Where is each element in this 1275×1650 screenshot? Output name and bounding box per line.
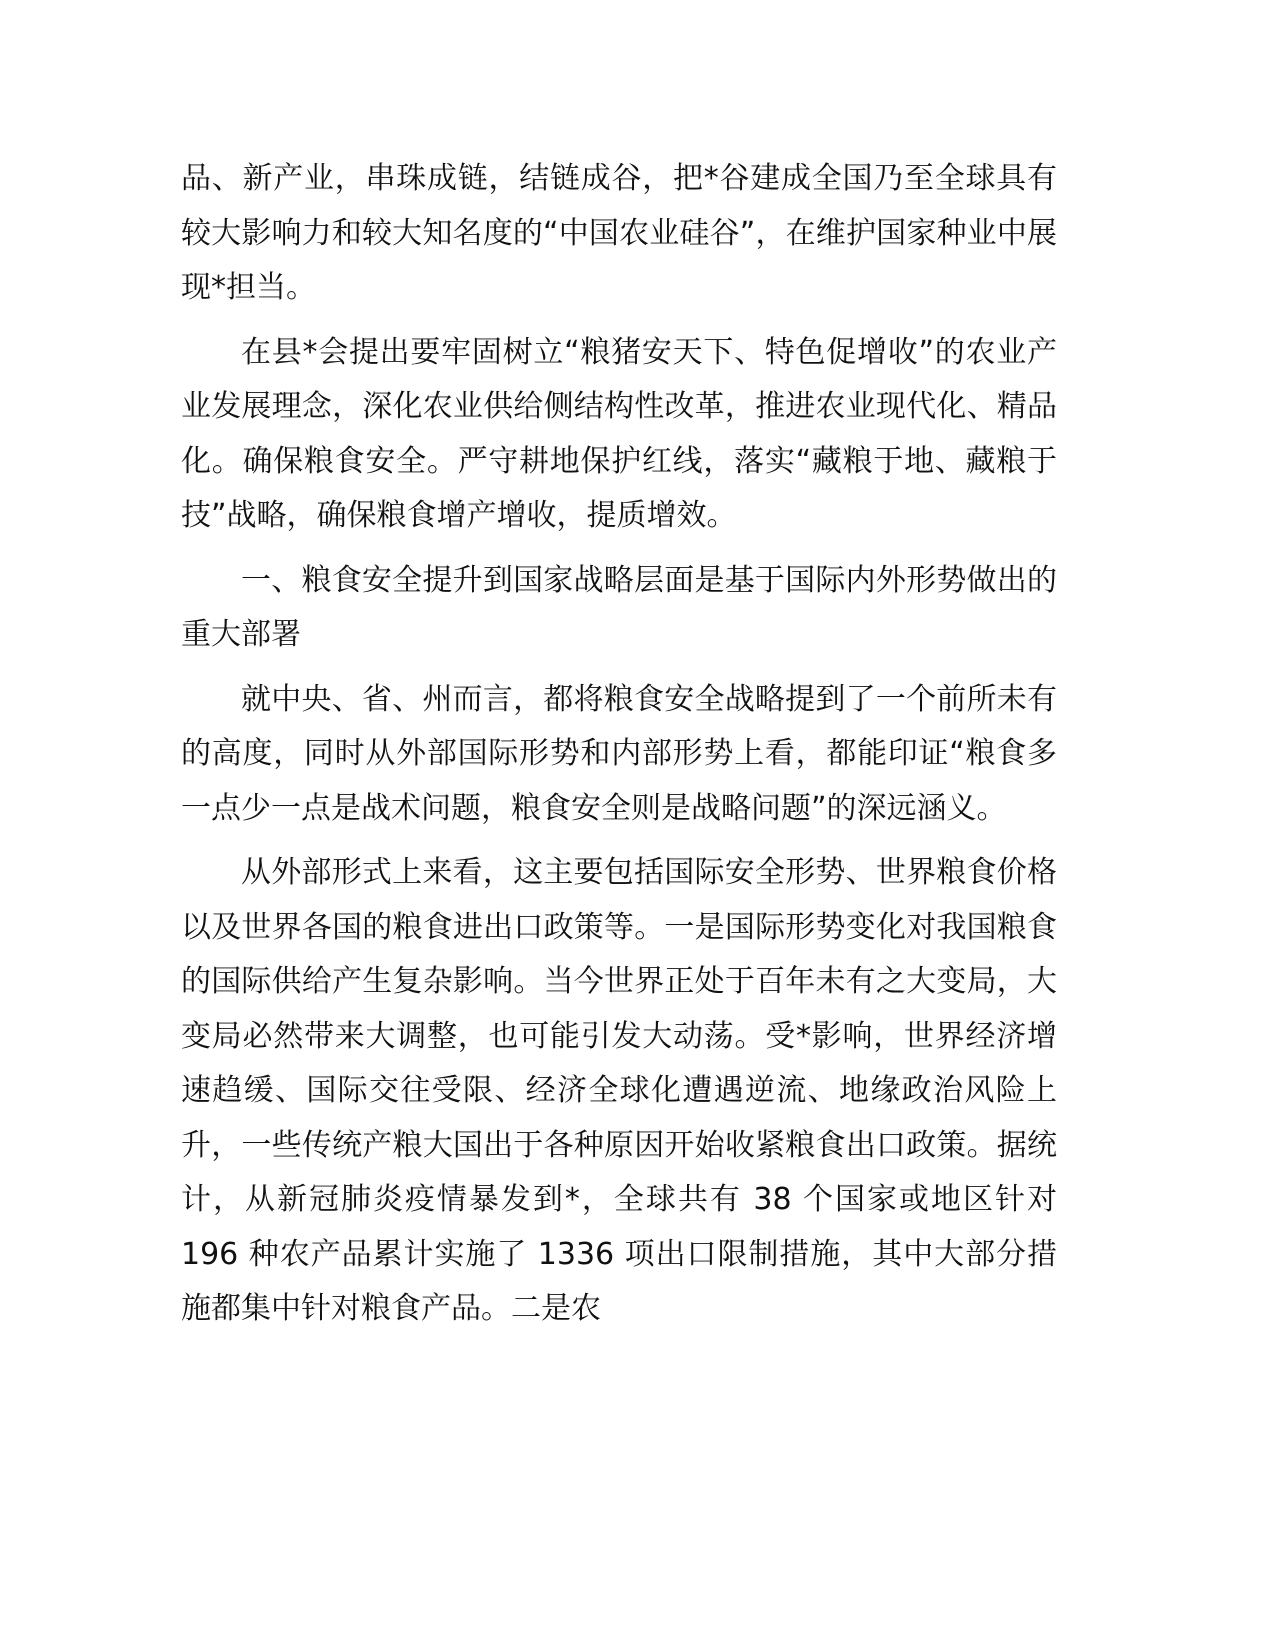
paragraph: 从外部形式上来看，这主要包括国际安全形势、世界粮食价格以及世界各国的粮食进出口政策等。一是国际形势变化对我国粮食的国际供给产生复杂影响。当今世界正处于百年未有之大变局，大变局必然带来大调整，也可能引发大动荡。受*影响，世界经济增速趋缓、国际交往受限、经济全球化遭遇逆流、地缘政治风险上升，一些传统产粮大国出于各种原因开始收紧粮食出口政策。据统计，从新冠肺炎疫情暴发到*，全球共有 38 个国家或地区针对 196 种农产品累计实施了 1336 项出口限制措施，其中大部分措施都集中针对粮食产品。二是农 — [181, 855, 1067, 1326]
document-body — [181, 152, 1067, 1347]
section-heading: 一、粮食安全提升到国家战略层面是基于国际内外形势做出的重大部署 — [181, 562, 1057, 652]
paragraph: 就中央、省、州而言，都将粮食安全战略提到了一个前所未有的高度，同时从外部国际形势和内部形势上看，都能印证“粮食多一点少一点是战术问题，粮食安全则是战略问题”的深远涵义。 — [181, 681, 1057, 826]
paragraph: 在县*会提出要牢固树立“粮猪安天下、特色促增收”的农业产业发展理念，深化农业供给侧结构性改革，推进农业现代化、精品化。确保粮食安全。严守耕地保护红线，落实“藏粮于地、藏粮于技”战略，确保粮食增产增收，提质增效。 — [181, 334, 1057, 533]
paragraph: 品、新产业，串珠成链，结链成谷，把*谷建成全国乃至全球具有较大影响力和较大知名度的“中国农业硅谷”，在维护国家种业中展现*担当。 — [181, 161, 1057, 305]
